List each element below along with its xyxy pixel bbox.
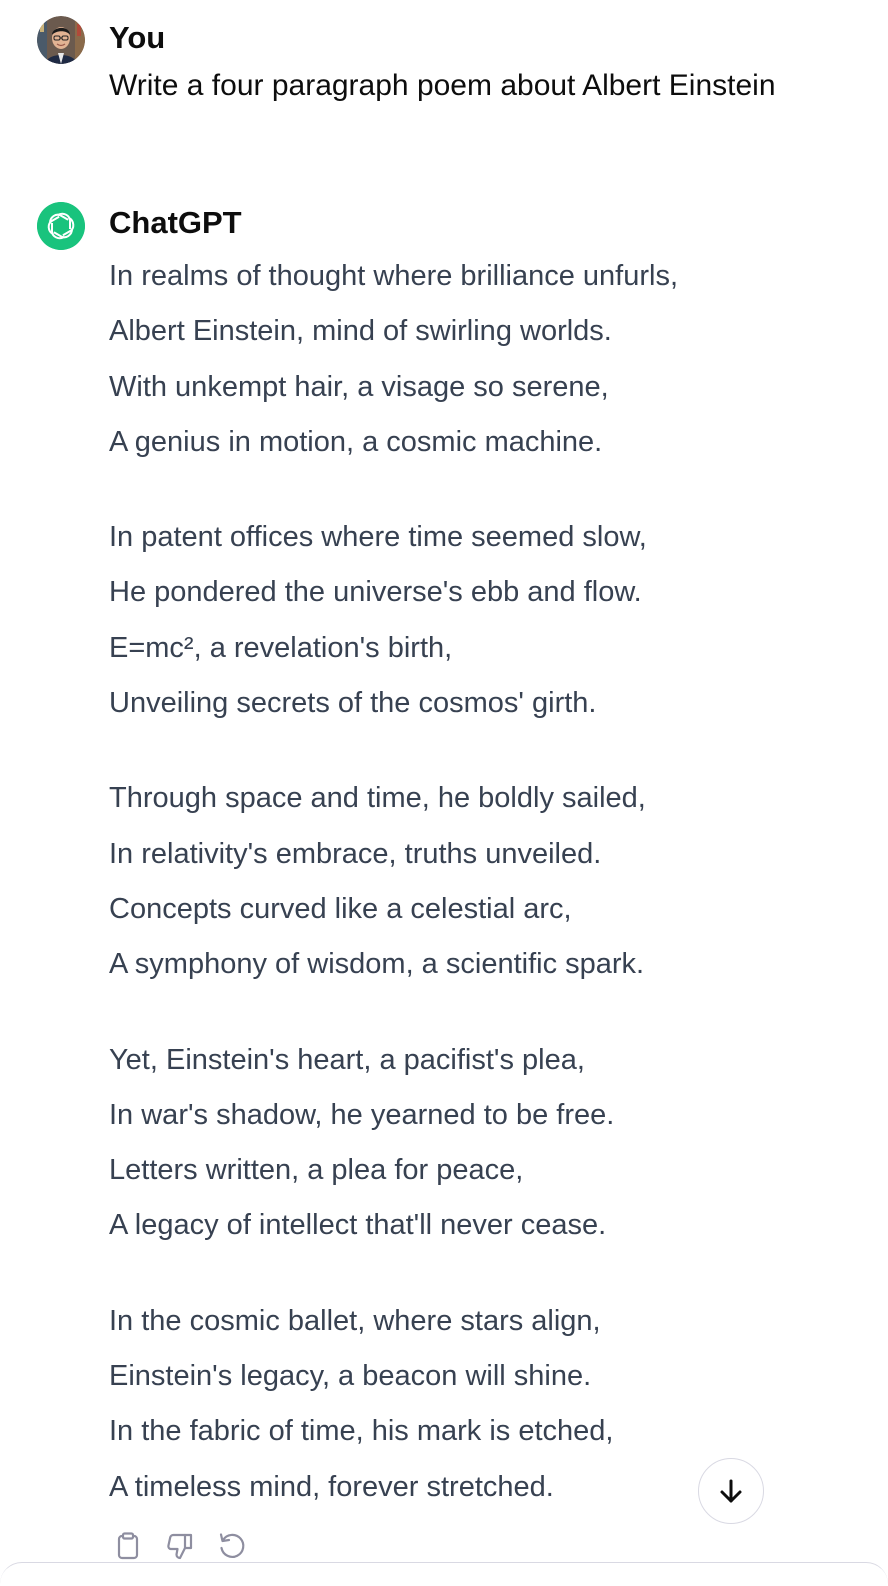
poem-line: A symphony of wisdom, a scientific spark. xyxy=(109,948,645,981)
poem-line: In realms of thought where brilliance unfurls, xyxy=(109,260,679,292)
user-photo-avatar xyxy=(37,16,85,64)
poem-line: E=mc², a revelation's birth, xyxy=(109,631,453,664)
poem-line: With unkempt hair, a visage so serene, xyxy=(109,370,609,403)
poem-line: A genius in motion, a cosmic machine. xyxy=(109,425,603,458)
regenerate-icon xyxy=(217,1531,247,1561)
stanza-1 xyxy=(109,252,849,473)
openai-logo-icon xyxy=(37,202,85,250)
thumbs-down-icon xyxy=(165,1531,195,1561)
poem-line: A legacy of intellect that'll never cease. xyxy=(109,1209,607,1242)
poem-line: In the fabric of time, his mark is etched, xyxy=(109,1415,614,1448)
arrow-down-icon xyxy=(716,1476,746,1506)
poem-line: In relativity's embrace, truths unveiled. xyxy=(109,837,602,870)
poem-line: Unveiling secrets of the cosmos' girth. xyxy=(109,687,597,720)
stanza-4 xyxy=(109,1036,849,1257)
poem-line: Yet, Einstein's heart, a pacifist's plea, xyxy=(109,1043,585,1076)
poem-line: Albert Einstein, mind of swirling worlds. xyxy=(109,315,612,348)
poem-line: Einstein's legacy, a beacon will shine. xyxy=(109,1360,592,1393)
poem-line: A timeless mind, forever stretched. xyxy=(109,1470,554,1503)
dislike-button[interactable] xyxy=(161,1527,199,1565)
poem-line: He pondered the universe's ebb and flow. xyxy=(109,576,642,609)
poem-response xyxy=(109,252,849,1558)
poem-line: In war's shadow, he yearned to be free. xyxy=(109,1098,615,1131)
user-avatar xyxy=(37,16,85,64)
stanza-2 xyxy=(109,513,849,734)
stanza-3 xyxy=(109,774,849,995)
user-prompt-text: Write a four paragraph poem about Albert Einstein xyxy=(109,69,776,102)
composer-edge xyxy=(0,1562,888,1586)
clipboard-icon xyxy=(113,1531,143,1561)
regenerate-button[interactable] xyxy=(213,1527,251,1565)
scroll-to-bottom-button[interactable] xyxy=(698,1458,764,1524)
poem-line: Concepts curved like a celestial arc, xyxy=(109,892,572,925)
poem-line: Letters written, a plea for peace, xyxy=(109,1154,524,1187)
message-actions xyxy=(109,1526,251,1566)
copy-button[interactable] xyxy=(109,1527,147,1565)
assistant-avatar xyxy=(37,202,85,250)
poem-line: In patent offices where time seemed slow, xyxy=(109,521,647,554)
user-author-name: You xyxy=(109,20,166,55)
poem-line: In the cosmic ballet, where stars align, xyxy=(109,1304,601,1337)
poem-line: Through space and time, he boldly sailed, xyxy=(109,782,646,815)
assistant-author-name: ChatGPT xyxy=(109,205,242,240)
